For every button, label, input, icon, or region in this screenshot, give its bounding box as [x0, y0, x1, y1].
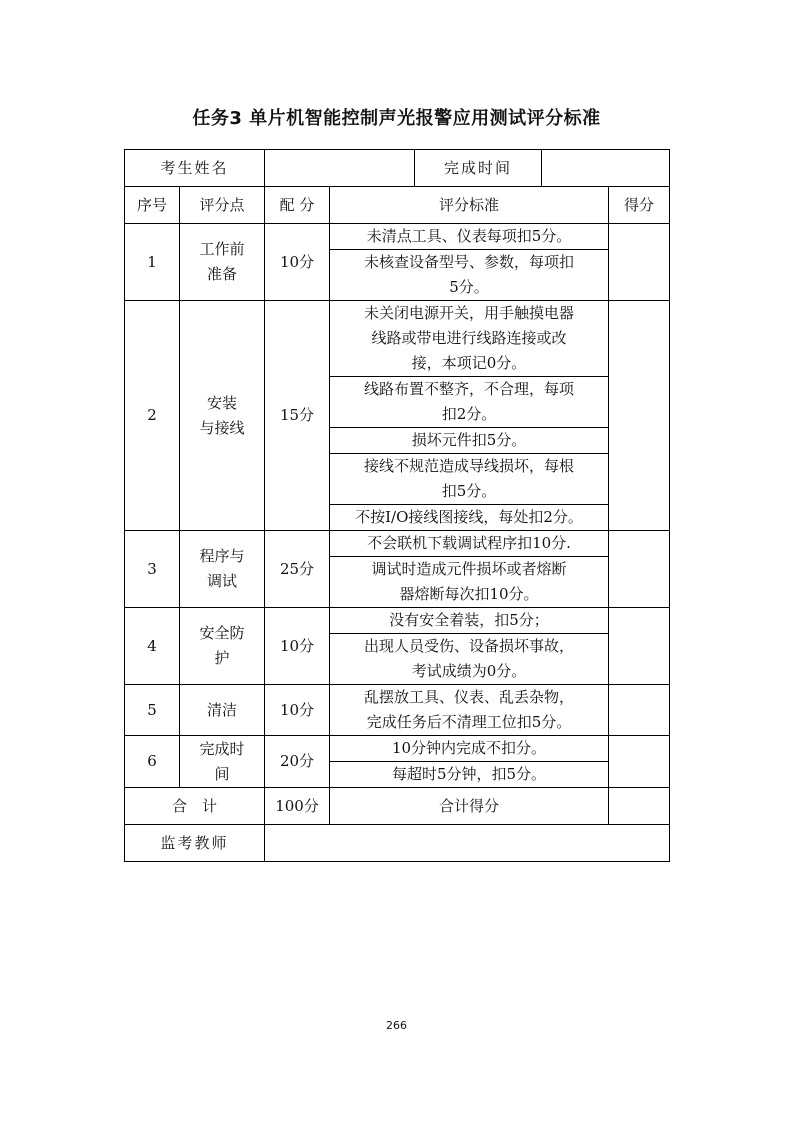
criterion-text: 未关闭电源开关，用手触摸电器 线路或带电进行线路连接或改 接，本项记0分。: [330, 301, 609, 377]
allotted-score: 25分: [265, 531, 330, 608]
criterion-text: 接线不规范造成导线损坏，每根 扣5分。: [330, 454, 609, 505]
score-obtained-field[interactable]: [609, 531, 670, 608]
score-row: [125, 301, 670, 377]
header-point: 评分点: [180, 187, 265, 224]
score-obtained-field[interactable]: [609, 685, 670, 736]
row-number: 5: [125, 685, 180, 736]
scoring-point: 安装 与接线: [180, 301, 265, 531]
scoring-point: 完成时 间: [180, 736, 265, 788]
criterion-text: 未核查设备型号、参数，每项扣 5分。: [330, 250, 609, 301]
page-title: 任务3 单片机智能控制声光报警应用测试评分标准: [192, 108, 601, 129]
allotted-score: 10分: [265, 608, 330, 685]
criterion-text: 不按I/O接线图接线，每处扣2分。: [330, 505, 609, 531]
criterion-text: 10分钟内完成不扣分。: [330, 736, 609, 762]
page-number: 266: [386, 1019, 407, 1032]
score-obtained-field[interactable]: [609, 608, 670, 685]
examiner-field[interactable]: [265, 825, 670, 862]
scoring-point: 清洁: [180, 685, 265, 736]
score-row: [125, 224, 670, 250]
total-row: [125, 788, 670, 825]
criterion-text: 出现人员受伤、设备损坏事故， 考试成绩为0分。: [330, 634, 609, 685]
allotted-score: 15分: [265, 301, 330, 531]
header-score: 配 分: [265, 187, 330, 224]
header-criteria: 评分标准: [330, 187, 609, 224]
score-obtained-field[interactable]: [609, 224, 670, 301]
score-row: [125, 531, 670, 557]
allotted-score: 10分: [265, 685, 330, 736]
total-score: 100分: [265, 788, 330, 825]
examiner-row: [125, 825, 670, 862]
score-row: [125, 685, 670, 736]
row-number: 6: [125, 736, 180, 788]
total-obtained-label: 合计得分: [330, 788, 609, 825]
criterion-text: 未清点工具、仪表每项扣5分。: [330, 224, 609, 250]
criterion-text: 没有安全着装，扣5分；: [330, 608, 609, 634]
criterion-text: 线路布置不整齐，不合理，每项 扣2分。: [330, 377, 609, 428]
finish-time-field[interactable]: [542, 150, 670, 187]
total-label: 合 计: [125, 788, 265, 825]
row-number: 4: [125, 608, 180, 685]
row-number: 3: [125, 531, 180, 608]
scoring-point: 工作前 准备: [180, 224, 265, 301]
scoring-point: 程序与 调试: [180, 531, 265, 608]
criterion-text: 每超时5分钟，扣5分。: [330, 762, 609, 788]
scoring-point: 安全防 护: [180, 608, 265, 685]
score-obtained-field[interactable]: [609, 736, 670, 788]
allotted-score: 20分: [265, 736, 330, 788]
score-row: [125, 736, 670, 762]
scoring-table: [124, 149, 670, 862]
student-name-label: 考生姓名: [125, 150, 265, 187]
finish-time-label: 完成时间: [415, 150, 542, 187]
info-row: [125, 150, 670, 187]
criterion-text: 损坏元件扣5分。: [330, 428, 609, 454]
criterion-text: 调试时造成元件损坏或者熔断 器熔断每次扣10分。: [330, 557, 609, 608]
criterion-text: 不会联机下载调试程序扣10分.: [330, 531, 609, 557]
score-obtained-field[interactable]: [609, 301, 670, 531]
header-row: [125, 187, 670, 224]
header-no: 序号: [125, 187, 180, 224]
examiner-label: 监考教师: [125, 825, 265, 862]
header-got: 得分: [609, 187, 670, 224]
criterion-text: 乱摆放工具、仪表、乱丢杂物， 完成任务后不清理工位扣5分。: [330, 685, 609, 736]
total-obtained-field[interactable]: [609, 788, 670, 825]
student-name-field[interactable]: [265, 150, 415, 187]
row-number: 2: [125, 301, 180, 531]
allotted-score: 10分: [265, 224, 330, 301]
score-row: [125, 608, 670, 634]
row-number: 1: [125, 224, 180, 301]
